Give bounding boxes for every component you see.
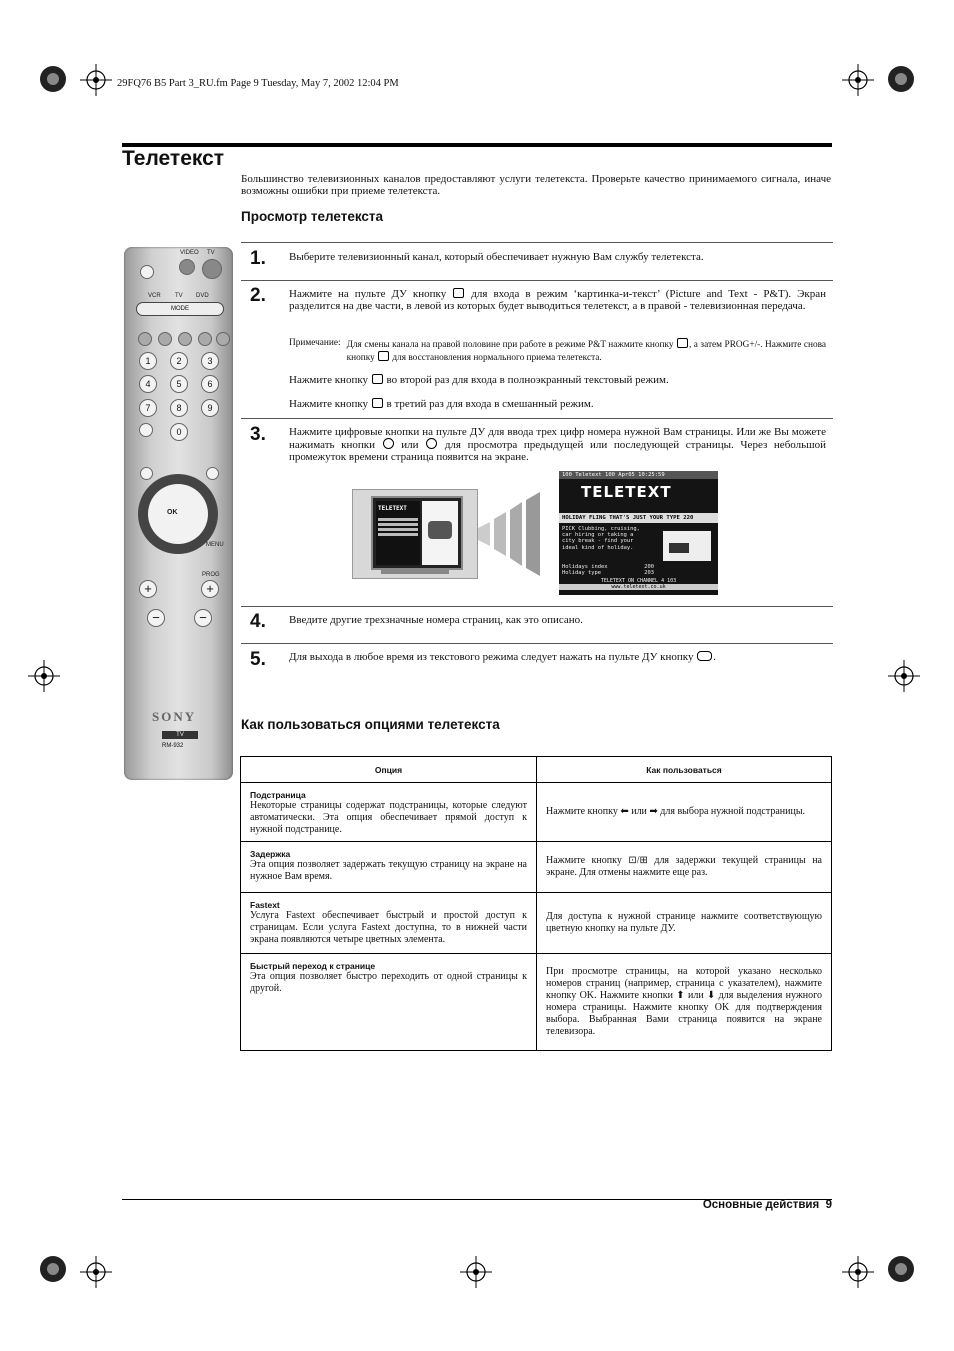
mute-button [140, 265, 154, 279]
table-row [241, 893, 832, 954]
tv-pat-illustration [352, 489, 478, 579]
step-text: Выберите телевизионный канал, который обеспечивает нужную Вам службу телетекста. [289, 251, 704, 263]
page-footer [703, 1199, 832, 1211]
color-button [198, 332, 212, 346]
step-text-part: или [401, 439, 419, 451]
step-text-part: для входа в режим ‘картинка-и-текст’ (Picture and Text - P&T). Экран разделится на две части, в левой из которых будет выводиться телетекст, а в правой - телевизионная передача. [289, 288, 827, 312]
pat-icon [378, 351, 389, 361]
step-text-part: Нажмите кнопку [289, 398, 369, 410]
step-number: 2. [250, 285, 266, 306]
teletext-headline: HOLIDAY FLING THAT'S JUST YOUR TYPE 220 [559, 513, 718, 523]
menu-alt-button [206, 467, 219, 480]
color-target-mark [886, 1254, 916, 1284]
digit-button: 8 [170, 399, 188, 417]
intro-paragraph: Большинство телевизионных каналов предоставляют услуги телетекста. Проверьте качество принимаемого сигнала, иначе возможны ошибки при приеме телетекста. [241, 173, 831, 197]
page-up-icon [426, 438, 437, 449]
teletext-graphic [663, 531, 711, 561]
color-target-mark [38, 1254, 68, 1284]
digit-button: 9 [201, 399, 219, 417]
digit-button: 2 [170, 352, 188, 370]
registration-mark [460, 1256, 492, 1288]
step-extra-text [289, 398, 826, 410]
step-text-part: Нажмите на пульте ДУ кнопку [289, 288, 447, 300]
remote-label-tv: TV [207, 250, 215, 256]
tv-mode-icon [697, 651, 712, 661]
step-text-part: в третий раз для входа в смешанный режим. [386, 398, 594, 410]
option-name: Подстраница [250, 790, 306, 800]
step-number: 4. [250, 611, 266, 632]
teletext-logo: TELETEXT [581, 483, 672, 501]
option-usage: Нажмите кнопку ⊡/⊞ для задержки текущей страницы на экране. Для отмены нажмите еще раз. [537, 842, 832, 893]
remote-label-menu: MENU [206, 542, 224, 548]
teletext-row-label: Holiday type [562, 570, 601, 577]
registration-mark [842, 1256, 874, 1288]
step-number: 5. [250, 649, 266, 670]
video-power-button [179, 259, 195, 275]
registration-mark [888, 660, 920, 692]
registration-mark [80, 1256, 112, 1288]
step-divider [241, 280, 833, 281]
remote-label-dvd: DVD [196, 293, 209, 299]
step-note [289, 338, 826, 363]
teletext-body-line: ideal kind of holiday. [562, 544, 634, 551]
remote-label-vcr: VCR [148, 293, 161, 299]
step-text-part: во второй раз для входа в полноэкранный текстовый режим. [386, 374, 669, 386]
teletext-footer-line: www.teletext.co.uk [559, 584, 718, 590]
option-name: Быстрый переход к странице [250, 961, 376, 971]
option-description: Эта опция позволяет быстро переходить от одной страницы к другой. [250, 971, 527, 994]
table-row [241, 842, 832, 893]
color-button [158, 332, 172, 346]
step-divider [241, 606, 833, 607]
pat-icon [677, 338, 688, 348]
note-text-part: для восстановления нормального приема телетекста. [392, 352, 602, 363]
option-usage: Для доступа к нужной странице нажмите соответствующую цветную кнопку на пульте ДУ. [537, 893, 832, 954]
teletext-icon [372, 398, 383, 408]
step-text-part: Нажмите цифровые кнопки на пульте ДУ для ввода трех цифр номера нужной Вам страницы. Или же Вы можете нажимать кнопки [289, 426, 826, 451]
teletext-icon [453, 288, 464, 298]
color-target-mark [886, 64, 916, 94]
digit-button: 4 [139, 375, 157, 393]
step-number: 1. [250, 248, 266, 269]
option-description: Эта опция позволяет задержать текущую страницу на экране на нужное Вам время. [250, 859, 527, 882]
option-cell [241, 954, 537, 1051]
prog-minus-button: − [194, 609, 212, 627]
zoom-rays [478, 492, 544, 576]
step-text [289, 426, 826, 463]
page-number: 9 [825, 1199, 832, 1211]
volume-plus-button: + [139, 580, 157, 598]
tv-power-button [202, 259, 222, 279]
table-header-row [241, 757, 832, 783]
digit-button: 3 [201, 352, 219, 370]
step-text-part: Нажмите кнопку [289, 374, 369, 386]
sony-logo: SONY [152, 709, 197, 724]
remote-control-illustration [124, 247, 233, 780]
teletext-row-page: 203 [644, 570, 654, 577]
text-off-button [140, 467, 153, 480]
section-heading-options: Как пользоваться опциями телетекста [241, 717, 500, 732]
remote-label-tv2: TV [175, 293, 183, 299]
teletext-row-page: 200 [644, 564, 654, 570]
model-label: RM-932 [162, 743, 184, 749]
digit-button: 0 [170, 423, 188, 441]
remote-label-video: VIDEO [180, 250, 199, 256]
column-header: Опция [241, 757, 537, 783]
color-target-mark [38, 64, 68, 94]
file-info-header: 29FQ76 B5 Part 3_RU.fm Page 9 Tuesday, May 7, 2002 12:04 PM [117, 78, 399, 89]
volume-minus-button: − [147, 609, 165, 627]
option-description: Услуга Fastext обеспечивает быстрый и простой доступ к страницам. Если услуга Fastext доступна, то в нижней части экрана появляются четыре цветных элемента. [250, 910, 527, 945]
registration-mark [842, 64, 874, 96]
option-cell [241, 842, 537, 893]
teletext-top-bar: 100 Teletext 100 Apr05 10:25:59 [559, 471, 718, 479]
column-header: Как пользоваться [537, 757, 832, 783]
step-divider [241, 242, 833, 243]
step-divider [241, 418, 833, 419]
table-row [241, 783, 832, 842]
teletext-row-label: Holidays index [562, 564, 608, 570]
note-label: Примечание: [289, 338, 341, 348]
option-description: Некоторые страницы содержат подстраницы, которые следуют автоматически. Эта опция обеспечивает прямой доступ к нужной подстранице. [250, 800, 527, 835]
section-heading-viewing: Просмотр телетекста [241, 209, 384, 224]
prog-plus-button: + [201, 580, 219, 598]
page-down-icon [383, 438, 394, 449]
title-rule [122, 143, 832, 147]
note-body [347, 338, 826, 363]
step-text-part: Для выхода в любое время из текстового режима следует нажать на пульте ДУ кнопку [289, 651, 694, 663]
step-text [289, 288, 826, 312]
step-extra-text [289, 374, 826, 386]
teletext-body-line: city break - find your [562, 538, 634, 545]
teletext-options-table [240, 756, 832, 1051]
step-text: Введите другие трехзначные номера страниц, как это описано. [289, 614, 583, 626]
digit-button: 6 [201, 375, 219, 393]
teletext-screen-example [559, 471, 718, 595]
ok-button: OK [167, 509, 178, 516]
teletext-button [139, 423, 153, 437]
small-teletext-logo: TELETEXT [378, 505, 407, 512]
mode-button: MODE [136, 302, 224, 316]
teletext-body-line: car hiring or taking a [562, 532, 634, 539]
option-usage: Нажмите кнопку ⬅ или ➡ для выбора нужной подстраницы. [537, 783, 832, 842]
teletext-body-line: PICK Clubbing, cruising, [562, 526, 640, 532]
option-cell [241, 783, 537, 842]
color-button [216, 332, 230, 346]
option-usage: При просмотре страницы, на которой указано несколько номеров страниц (например, страница с указателем), нажмите кнопку OK. Нажмите кнопки ⬆ или ⬇ для выделения нужного номера страницы. Нажмите кнопку OK для подтверждения выбора. Выбранная Вами страница появится на экране телевизора. [537, 954, 832, 1051]
color-button [178, 332, 192, 346]
teletext-icon [372, 374, 383, 384]
step-text-part: для просмотра предыдущей или последующей страницы. Через небольшой промежуток времени страница появится на экране. [289, 439, 827, 463]
note-text-part: , а затем PROG+/-. Нажмите снова кнопку [346, 340, 826, 363]
option-name: Fastext [250, 900, 280, 910]
option-name: Задержка [250, 849, 291, 859]
digit-button: 5 [170, 375, 188, 393]
step-text [289, 651, 826, 663]
color-button [138, 332, 152, 346]
teletext-footer-line: TELETEXT ON CHANNEL 4 103 [600, 578, 677, 585]
note-text-part: Для смены канала на правой половине при работе в режиме P&T нажмите кнопку [346, 340, 674, 350]
registration-mark [80, 64, 112, 96]
page-title: Телетекст [122, 147, 225, 170]
registration-mark [28, 660, 60, 692]
digit-button: 1 [139, 352, 157, 370]
tv-label: TV [162, 731, 198, 739]
table-row [241, 954, 832, 1051]
option-cell [241, 893, 537, 954]
step-number: 3. [250, 424, 266, 445]
digit-button: 7 [139, 399, 157, 417]
step-divider [241, 643, 833, 644]
remote-label-prog: PROG [202, 572, 220, 578]
footer-section: Основные действия [702, 1199, 820, 1211]
step-text-part: . [713, 651, 716, 663]
